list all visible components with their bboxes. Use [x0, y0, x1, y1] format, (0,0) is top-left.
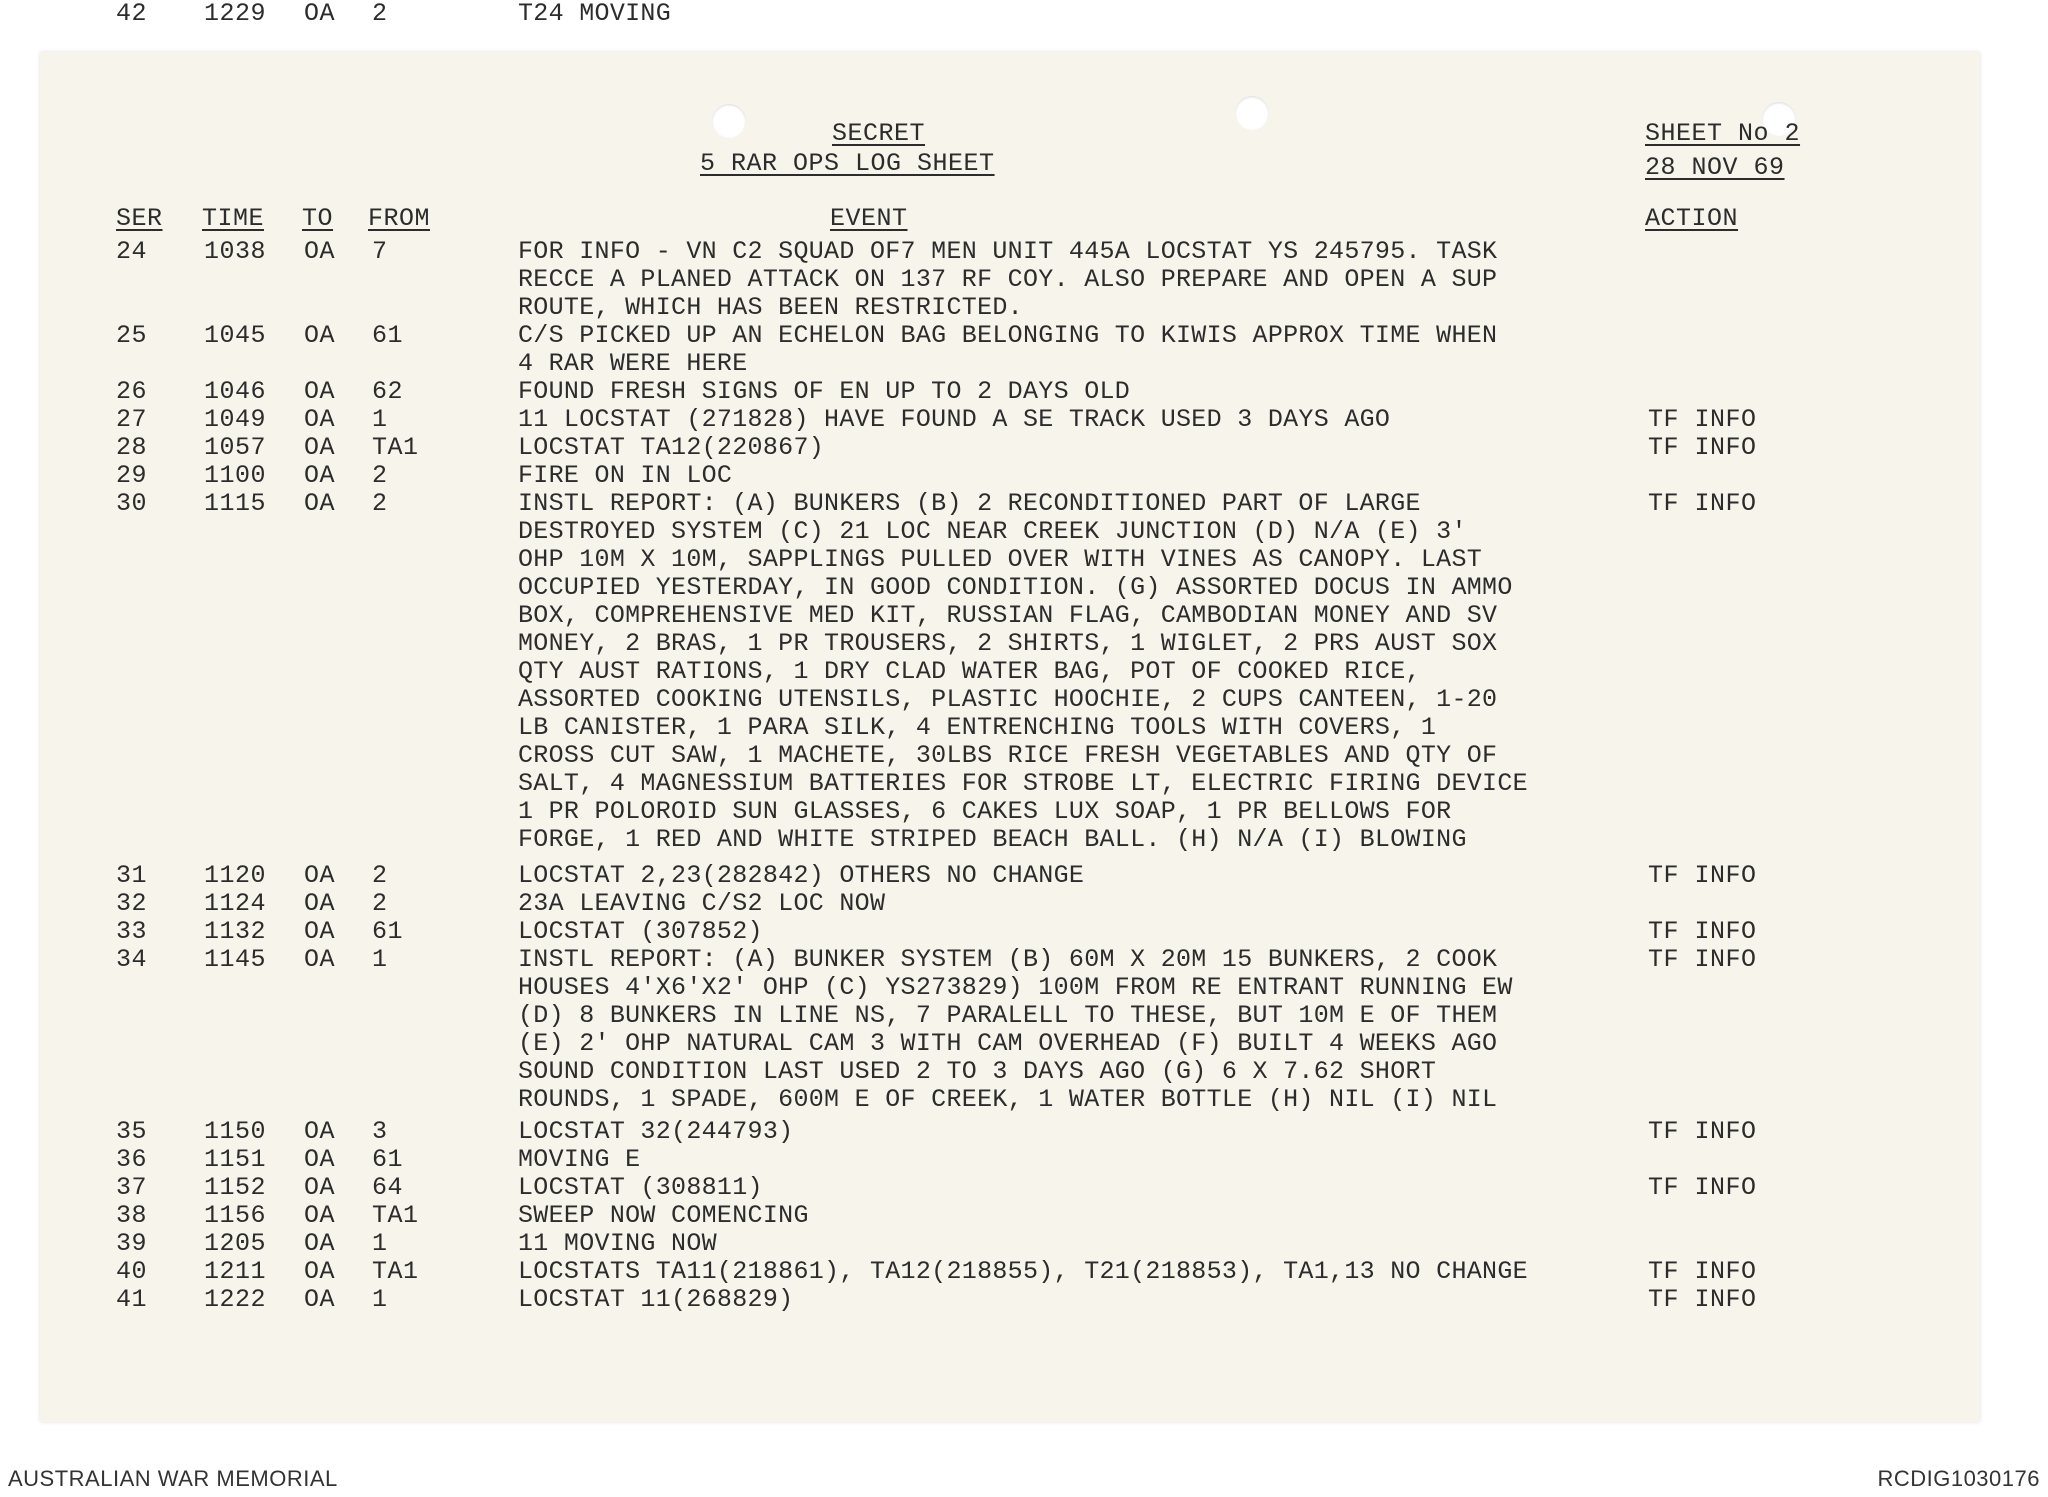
- row-time: 1120: [204, 861, 267, 890]
- row-to: OA: [304, 433, 336, 462]
- row-ser: 32: [116, 889, 148, 918]
- punch-hole-left: [712, 104, 746, 138]
- row-ser: 38: [116, 1201, 148, 1230]
- row-event-line: (D) 8 BUNKERS IN LINE NS, 7 PARALELL TO THESE, BUT 10M E OF THEM: [518, 1001, 1498, 1030]
- row-event-line: SWEEP NOW COMENCING: [518, 1201, 809, 1230]
- row-from: 2: [372, 0, 388, 28]
- row-action: TF INFO: [1648, 489, 1757, 518]
- sheet-date: 28 NOV 69: [1645, 153, 1785, 182]
- row-time: 1049: [204, 405, 267, 434]
- row-event-line: 4 RAR WERE HERE: [518, 349, 748, 378]
- row-to: OA: [304, 405, 336, 434]
- row-event-line: FOR INFO - VN C2 SQUAD OF7 MEN UNIT 445A LOCSTAT YS 245795. TASK: [518, 237, 1498, 266]
- row-event-line: 11 MOVING NOW: [518, 1229, 717, 1258]
- row-time: 1046: [204, 377, 267, 406]
- row-time: 1124: [204, 889, 267, 918]
- row-from: 1: [372, 1285, 388, 1314]
- row-from: 64: [372, 1173, 404, 1202]
- row-to: OA: [304, 237, 336, 266]
- row-action: TF INFO: [1648, 433, 1757, 462]
- row-from: 61: [372, 1145, 404, 1174]
- row-ser: 27: [116, 405, 148, 434]
- row-action: TF INFO: [1648, 861, 1757, 890]
- row-from: 61: [372, 917, 404, 946]
- row-ser: 36: [116, 1145, 148, 1174]
- row-from: 3: [372, 1117, 388, 1146]
- row-ser: 42: [116, 0, 148, 28]
- row-event-line: 1 PR POLOROID SUN GLASSES, 6 CAKES LUX SOAP, 1 PR BELLOWS FOR: [518, 797, 1452, 826]
- row-event-line: C/S PICKED UP AN ECHELON BAG BELONGING TO KIWIS APPROX TIME WHEN: [518, 321, 1498, 350]
- row-time: 1222: [204, 1285, 267, 1314]
- row-action: TF INFO: [1648, 405, 1757, 434]
- row-action: TF INFO: [1648, 1285, 1757, 1314]
- row-event-line: SALT, 4 MAGNESSIUM BATTERIES FOR STROBE LT, ELECTRIC FIRING DEVICE: [518, 769, 1528, 798]
- row-from: 62: [372, 377, 404, 406]
- row-from: 2: [372, 489, 388, 518]
- row-from: TA1: [372, 1257, 419, 1286]
- punch-hole-center: [1235, 96, 1269, 130]
- row-event-line: MONEY, 2 BRAS, 1 PR TROUSERS, 2 SHIRTS, 1 WIGLET, 2 PRS AUST SOX: [518, 629, 1498, 658]
- row-from: TA1: [372, 433, 419, 462]
- row-time: 1145: [204, 945, 267, 974]
- row-event-line: INSTL REPORT: (A) BUNKERS (B) 2 RECONDITIONED PART OF LARGE: [518, 489, 1421, 518]
- row-time: 1156: [204, 1201, 267, 1230]
- row-time: 1151: [204, 1145, 267, 1174]
- row-action: TF INFO: [1648, 945, 1757, 974]
- row-from: TA1: [372, 1201, 419, 1230]
- row-event-line: LOCSTAT (307852): [518, 917, 763, 946]
- row-event-line: QTY AUST RATIONS, 1 DRY CLAD WATER BAG, POT OF COOKED RICE,: [518, 657, 1421, 686]
- row-ser: 34: [116, 945, 148, 974]
- row-ser: 24: [116, 237, 148, 266]
- row-action: TF INFO: [1648, 1117, 1757, 1146]
- row-event-line: LB CANISTER, 1 PARA SILK, 4 ENTRENCHING TOOLS WITH COVERS, 1: [518, 713, 1437, 742]
- row-from: 1: [372, 405, 388, 434]
- row-event-line: SOUND CONDITION LAST USED 2 TO 3 DAYS AGO (G) 6 X 7.62 SHORT: [518, 1057, 1437, 1086]
- row-event-line: LOCSTAT 2,23(282842) OTHERS NO CHANGE: [518, 861, 1085, 890]
- row-action: TF INFO: [1648, 1173, 1757, 1202]
- row-to: OA: [304, 321, 336, 350]
- row-ser: 33: [116, 917, 148, 946]
- row-time: 1100: [204, 461, 267, 490]
- row-event-line: BOX, COMPREHENSIVE MED KIT, RUSSIAN FLAG, CAMBODIAN MONEY AND SV: [518, 601, 1498, 630]
- column-header-event: EVENT: [830, 204, 908, 233]
- row-ser: 40: [116, 1257, 148, 1286]
- row-event-line: LOCSTAT TA12(220867): [518, 433, 825, 462]
- row-to: OA: [304, 1229, 336, 1258]
- row-to: OA: [304, 489, 336, 518]
- row-event-line: (E) 2' OHP NATURAL CAM 3 WITH CAM OVERHEAD (F) BUILT 4 WEEKS AGO: [518, 1029, 1498, 1058]
- row-ser: 25: [116, 321, 148, 350]
- row-time: 1132: [204, 917, 267, 946]
- row-event-line: HOUSES 4'X6'X2' OHP (C) YS273829) 100M FROM RE ENTRANT RUNNING EW: [518, 973, 1513, 1002]
- row-from: 2: [372, 861, 388, 890]
- row-event-line: ROUNDS, 1 SPADE, 600M E OF CREEK, 1 WATER BOTTLE (H) NIL (I) NIL: [518, 1085, 1498, 1114]
- footer-archive-name: AUSTRALIAN WAR MEMORIAL: [8, 1466, 338, 1491]
- row-time: 1038: [204, 237, 267, 266]
- row-event-line: FIRE ON IN LOC: [518, 461, 733, 490]
- row-time: 1115: [204, 489, 267, 518]
- row-action: TF INFO: [1648, 917, 1757, 946]
- row-event-line: FOUND FRESH SIGNS OF EN UP TO 2 DAYS OLD: [518, 377, 1131, 406]
- column-header-ser: SER: [116, 204, 163, 233]
- row-to: OA: [304, 1285, 336, 1314]
- row-event-line: 23A LEAVING C/S2 LOC NOW: [518, 889, 886, 918]
- row-event-line: LOCSTAT (308811): [518, 1173, 763, 1202]
- row-event-line: LOCSTATS TA11(218861), TA12(218855), T21(218853), TA1,13 NO CHANGE: [518, 1257, 1528, 1286]
- row-from: 61: [372, 321, 404, 350]
- row-to: OA: [304, 889, 336, 918]
- row-event-line: INSTL REPORT: (A) BUNKER SYSTEM (B) 60M X 20M 15 BUNKERS, 2 COOK: [518, 945, 1498, 974]
- row-to: OA: [304, 461, 336, 490]
- row-event-line: LOCSTAT 32(244793): [518, 1117, 794, 1146]
- row-ser: 26: [116, 377, 148, 406]
- row-ser: 29: [116, 461, 148, 490]
- row-ser: 30: [116, 489, 148, 518]
- row-time: 1152: [204, 1173, 267, 1202]
- row-ser: 37: [116, 1173, 148, 1202]
- row-event-line: OHP 10M X 10M, SAPPLINGS PULLED OVER WITH VINES AS CANOPY. LAST: [518, 545, 1483, 574]
- row-event-line: ROUTE, WHICH HAS BEEN RESTRICTED.: [518, 293, 1023, 322]
- sheet-number: SHEET No 2: [1645, 119, 1801, 148]
- row-event-line: DESTROYED SYSTEM (C) 21 LOC NEAR CREEK JUNCTION (D) N/A (E) 3': [518, 517, 1467, 546]
- row-ser: 31: [116, 861, 148, 890]
- row-ser: 39: [116, 1229, 148, 1258]
- row-time: 1205: [204, 1229, 267, 1258]
- row-to: OA: [304, 377, 336, 406]
- row-ser: 41: [116, 1285, 148, 1314]
- footer-record-id: RCDIG1030176: [1877, 1466, 2040, 1491]
- row-from: 2: [372, 461, 388, 490]
- row-event-line: RECCE A PLANED ATTACK ON 137 RF COY. ALSO PREPARE AND OPEN A SUP: [518, 265, 1498, 294]
- row-event-line: 11 LOCSTAT (271828) HAVE FOUND A SE TRACK USED 3 DAYS AGO: [518, 405, 1391, 434]
- column-header-action: ACTION: [1645, 204, 1739, 233]
- row-to: OA: [304, 861, 336, 890]
- row-time: 1211: [204, 1257, 267, 1286]
- row-ser: 35: [116, 1117, 148, 1146]
- row-event-line: CROSS CUT SAW, 1 MACHETE, 30LBS RICE FRESH VEGETABLES AND QTY OF: [518, 741, 1498, 770]
- row-from: 2: [372, 889, 388, 918]
- row-time: 1150: [204, 1117, 267, 1146]
- row-from: 1: [372, 945, 388, 974]
- row-event-line: OCCUPIED YESTERDAY, IN GOOD CONDITION. (G) ASSORTED DOCUS IN AMMO: [518, 573, 1513, 602]
- row-to: OA: [304, 1201, 336, 1230]
- document-title: 5 RAR OPS LOG SHEET: [700, 149, 995, 178]
- row-from: 7: [372, 237, 388, 266]
- row-time: 1229: [204, 0, 267, 28]
- row-action: TF INFO: [1648, 1257, 1757, 1286]
- row-event-line: LOCSTAT 11(268829): [518, 1285, 794, 1314]
- column-header-to: TO: [302, 204, 334, 233]
- column-header-time: TIME: [202, 204, 265, 233]
- row-time: 1057: [204, 433, 267, 462]
- row-time: 1045: [204, 321, 267, 350]
- row-ser: 28: [116, 433, 148, 462]
- classification-heading: SECRET: [832, 119, 926, 148]
- row-to: OA: [304, 1173, 336, 1202]
- row-to: OA: [304, 0, 336, 28]
- row-from: 1: [372, 1229, 388, 1258]
- row-event-line: ASSORTED COOKING UTENSILS, PLASTIC HOOCHIE, 2 CUPS CANTEEN, 1-20: [518, 685, 1498, 714]
- row-to: OA: [304, 917, 336, 946]
- row-to: OA: [304, 1257, 336, 1286]
- row-event-line: T24 MOVING: [518, 0, 672, 28]
- column-header-from: FROM: [368, 204, 431, 233]
- row-event-line: FORGE, 1 RED AND WHITE STRIPED BEACH BALL. (H) N/A (I) BLOWING: [518, 825, 1467, 854]
- row-to: OA: [304, 945, 336, 974]
- row-event-line: MOVING E: [518, 1145, 641, 1174]
- row-to: OA: [304, 1117, 336, 1146]
- row-to: OA: [304, 1145, 336, 1174]
